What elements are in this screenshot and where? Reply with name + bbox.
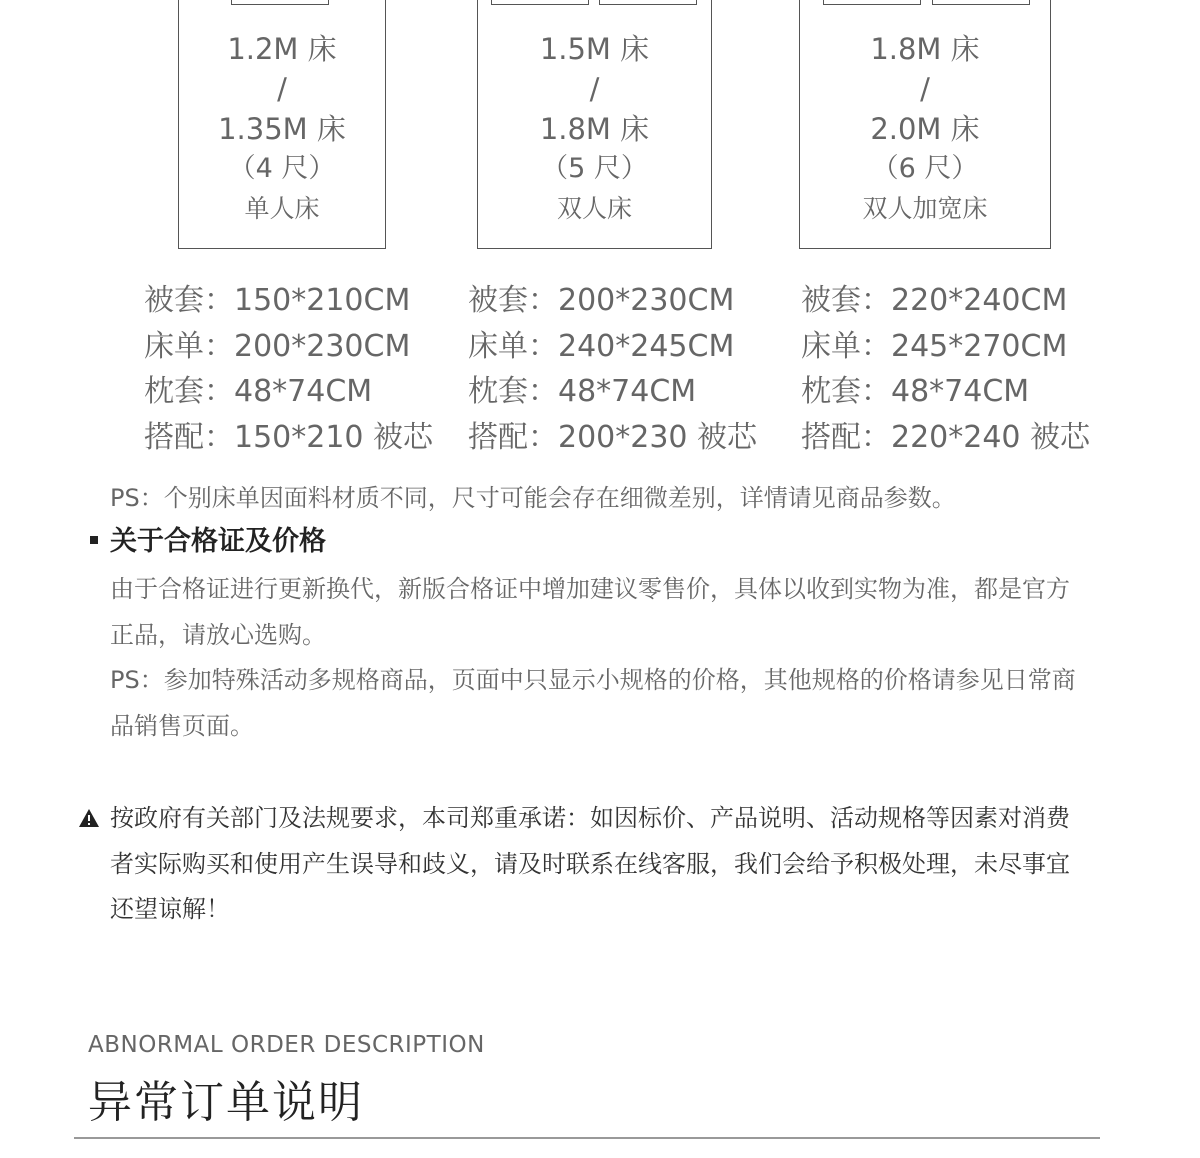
bed-size-separator: /: [277, 72, 287, 106]
bed-size-primary: 1.5M 床: [539, 32, 650, 66]
bullet-square-icon: [90, 536, 98, 544]
spec-sheet: 床单：245*270CM: [801, 328, 1068, 364]
bed-label: [800, 29, 1050, 229]
spec-sheet: 床单：200*230CM: [144, 328, 411, 364]
spec-duvet: 被套：200*230CM: [468, 283, 735, 318]
bed-size-primary: 1.2M 床: [227, 32, 337, 66]
bed-size-chi: （5 尺）: [541, 153, 648, 184]
bed-size-separator: /: [589, 72, 600, 106]
bed-diagram-wide-double: [799, 0, 1051, 249]
spec-duvet: 被套：220*240CM: [801, 283, 1068, 318]
section-divider: [74, 1137, 1100, 1139]
section-title-cn: 异常订单说明: [88, 1077, 364, 1128]
bed-type: 双人加宽床: [862, 194, 988, 223]
ps-price-note: PS：参加特殊活动多规格商品，页面中只显示小规格的价格，其他规格的价格请参见日常商品销售页面。: [110, 666, 1076, 740]
spec-match: 搭配：150*210 被芯: [144, 419, 434, 455]
spec-column-wide-double: [801, 278, 1090, 460]
bed-size-chi: （4 尺）: [228, 153, 336, 184]
pillow-shape: [823, 0, 921, 5]
spec-column-single: [144, 278, 433, 460]
bed-diagram-single: [178, 0, 386, 249]
spec-sheet: 床单：240*245CM: [468, 328, 735, 364]
section-title-en: ABNORMAL ORDER DESCRIPTION: [88, 1032, 485, 1058]
bed-size-secondary: 2.0M 床: [870, 112, 980, 146]
bed-type: 单人床: [244, 194, 320, 223]
spec-column-double: [468, 278, 757, 460]
bed-size-separator: /: [920, 72, 930, 106]
warning-text: 按政府有关部门及法规要求，本司郑重承诺：如因标价、产品说明、活动规格等因素对消费者实际购买和使用产生误导和歧义，请及时联系在线客服，我们会给予积极处理，未尽事宜还望谅解！: [110, 804, 1070, 923]
bed-size-chi: （6 尺）: [871, 153, 979, 184]
cert-heading: [90, 522, 326, 562]
pillow-shape: [231, 0, 329, 5]
cert-body: 由于合格证进行更新换代，新版合格证中增加建议零售价，具体以收到实物为准，都是官方正品，请放心选购。: [110, 575, 1070, 649]
spec-match: 搭配：220*240 被芯: [801, 419, 1091, 455]
pillow-shape: [932, 0, 1030, 5]
bed-diagram-double: [477, 0, 712, 249]
spec-pillowcase: 枕套：48*74CM: [801, 374, 1030, 409]
spec-pillowcase: 枕套：48*74CM: [144, 374, 373, 409]
cert-heading-text: 关于合格证及价格: [110, 526, 326, 557]
bed-label: [179, 29, 385, 229]
spec-match: 搭配：200*230 被芯: [468, 419, 758, 455]
spec-duvet: 被套：150*210CM: [144, 283, 411, 318]
ps-size-note: PS：个别床单因面料材质不同，尺寸可能会存在细微差别，详情请见商品参数。: [110, 484, 956, 512]
pillow-shape: [599, 0, 697, 5]
warning-triangle-icon: [78, 808, 100, 828]
bed-label: [478, 29, 711, 229]
bed-size-secondary: 1.8M 床: [539, 112, 650, 146]
spec-pillowcase: 枕套：48*74CM: [468, 374, 697, 409]
bed-size-primary: 1.8M 床: [870, 32, 980, 66]
pillow-shape: [491, 0, 589, 5]
bed-size-secondary: 1.35M 床: [218, 112, 346, 146]
bed-type: 双人床: [556, 194, 632, 223]
